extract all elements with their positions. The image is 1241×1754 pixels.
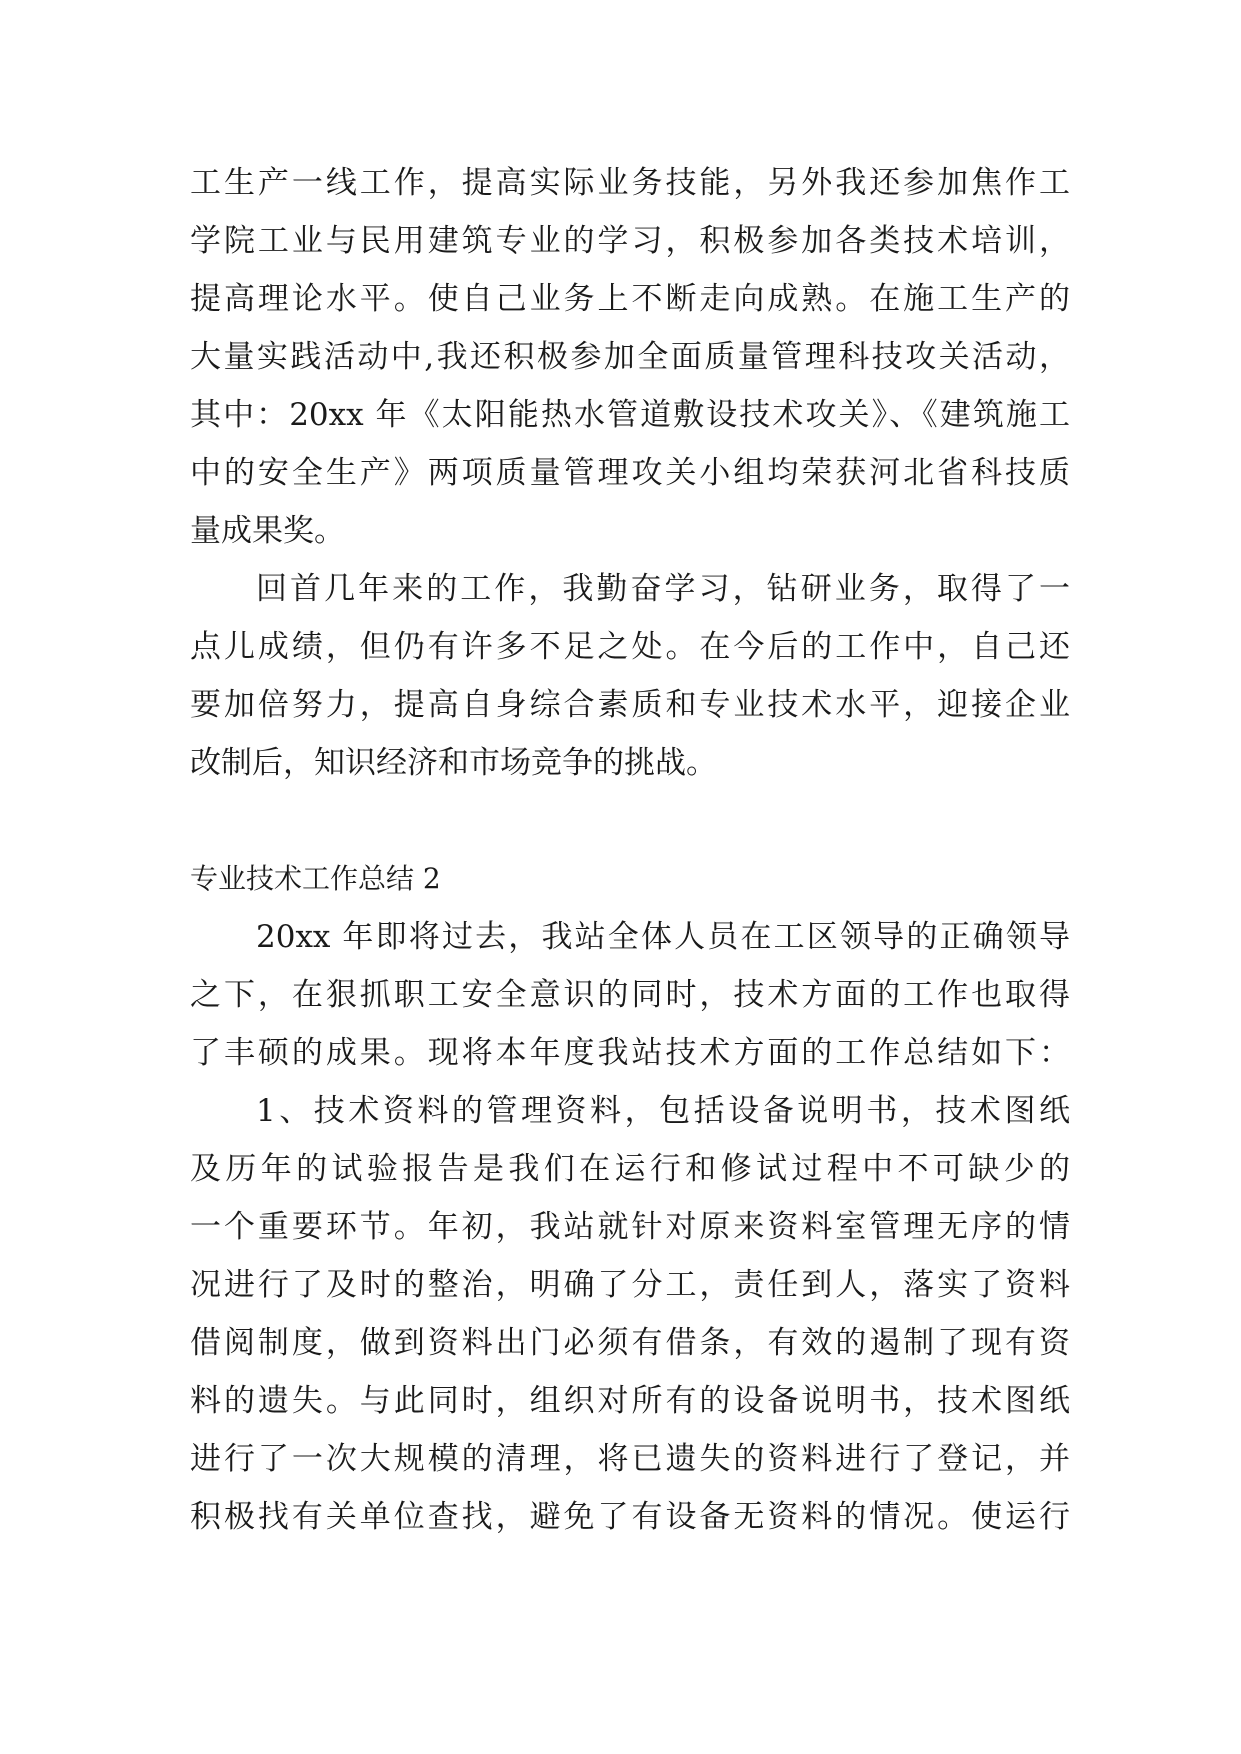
text-line: 大量实践活动中,我还积极参加全面质量管理科技攻关活动，: [190, 339, 1070, 375]
section-title: 专业技术工作总结 2: [190, 862, 441, 895]
text-line: 1、技术资料的管理资料，包括设备说明书，技术图纸: [256, 1093, 1070, 1129]
text-line: 工生产一线工作，提高实际业务技能，另外我还参加焦作工: [190, 165, 1070, 201]
text-line: 20xx 年即将过去，我站全体人员在工区领导的正确领导: [256, 919, 1070, 955]
text-line: 进行了一次大规模的清理，将已遗失的资料进行了登记，并: [190, 1441, 1070, 1477]
text-line: 之下，在狠抓职工安全意识的同时，技术方面的工作也取得: [190, 977, 1070, 1013]
text-line: 及历年的试验报告是我们在运行和修试过程中不可缺少的: [190, 1151, 1070, 1187]
paragraph-block-3: [190, 908, 1070, 1082]
text-line: 提高理论水平。使自己业务上不断走向成熟。在施工生产的: [190, 281, 1070, 317]
paragraph-block-1: [190, 154, 1070, 560]
section-spacer: [190, 792, 1070, 850]
text-line: 借阅制度，做到资料出门必须有借条，有效的遏制了现有资: [190, 1325, 1070, 1361]
paragraph-block-2: [190, 560, 1070, 792]
paragraph-block-4: [190, 1082, 1070, 1546]
document-body: [190, 154, 1070, 1546]
text-line: 学院工业与民用建筑专业的学习，积极参加各类技术培训，: [190, 223, 1070, 259]
text-line: 中的安全生产》两项质量管理攻关小组均荣获河北省科技质: [190, 455, 1070, 491]
text-line: 要加倍努力，提高自身综合素质和专业技术水平，迎接企业: [190, 687, 1070, 723]
text-line: 了丰硕的成果。现将本年度我站技术方面的工作总结如下：: [190, 1035, 1070, 1071]
text-line: 其中：20xx 年《太阳能热水管道敷设技术攻关》、《建筑施工: [190, 397, 1070, 433]
text-line: 一个重要环节。年初，我站就针对原来资料室管理无序的情: [190, 1209, 1070, 1245]
text-line: 改制后，知识经济和市场竞争的挑战。: [190, 745, 717, 781]
text-line: 料的遗失。与此同时，组织对所有的设备说明书，技术图纸: [190, 1383, 1070, 1419]
text-line: 况进行了及时的整治，明确了分工，责任到人，落实了资料: [190, 1267, 1070, 1303]
text-line: 回首几年来的工作，我勤奋学习，钻研业务，取得了一: [256, 571, 1070, 607]
text-line: 量成果奖。: [190, 513, 345, 549]
text-line: 点儿成绩，但仍有许多不足之处。在今后的工作中，自己还: [190, 629, 1070, 665]
text-line: 积极找有关单位查找，避免了有设备无资料的情况。使运行: [190, 1499, 1070, 1535]
